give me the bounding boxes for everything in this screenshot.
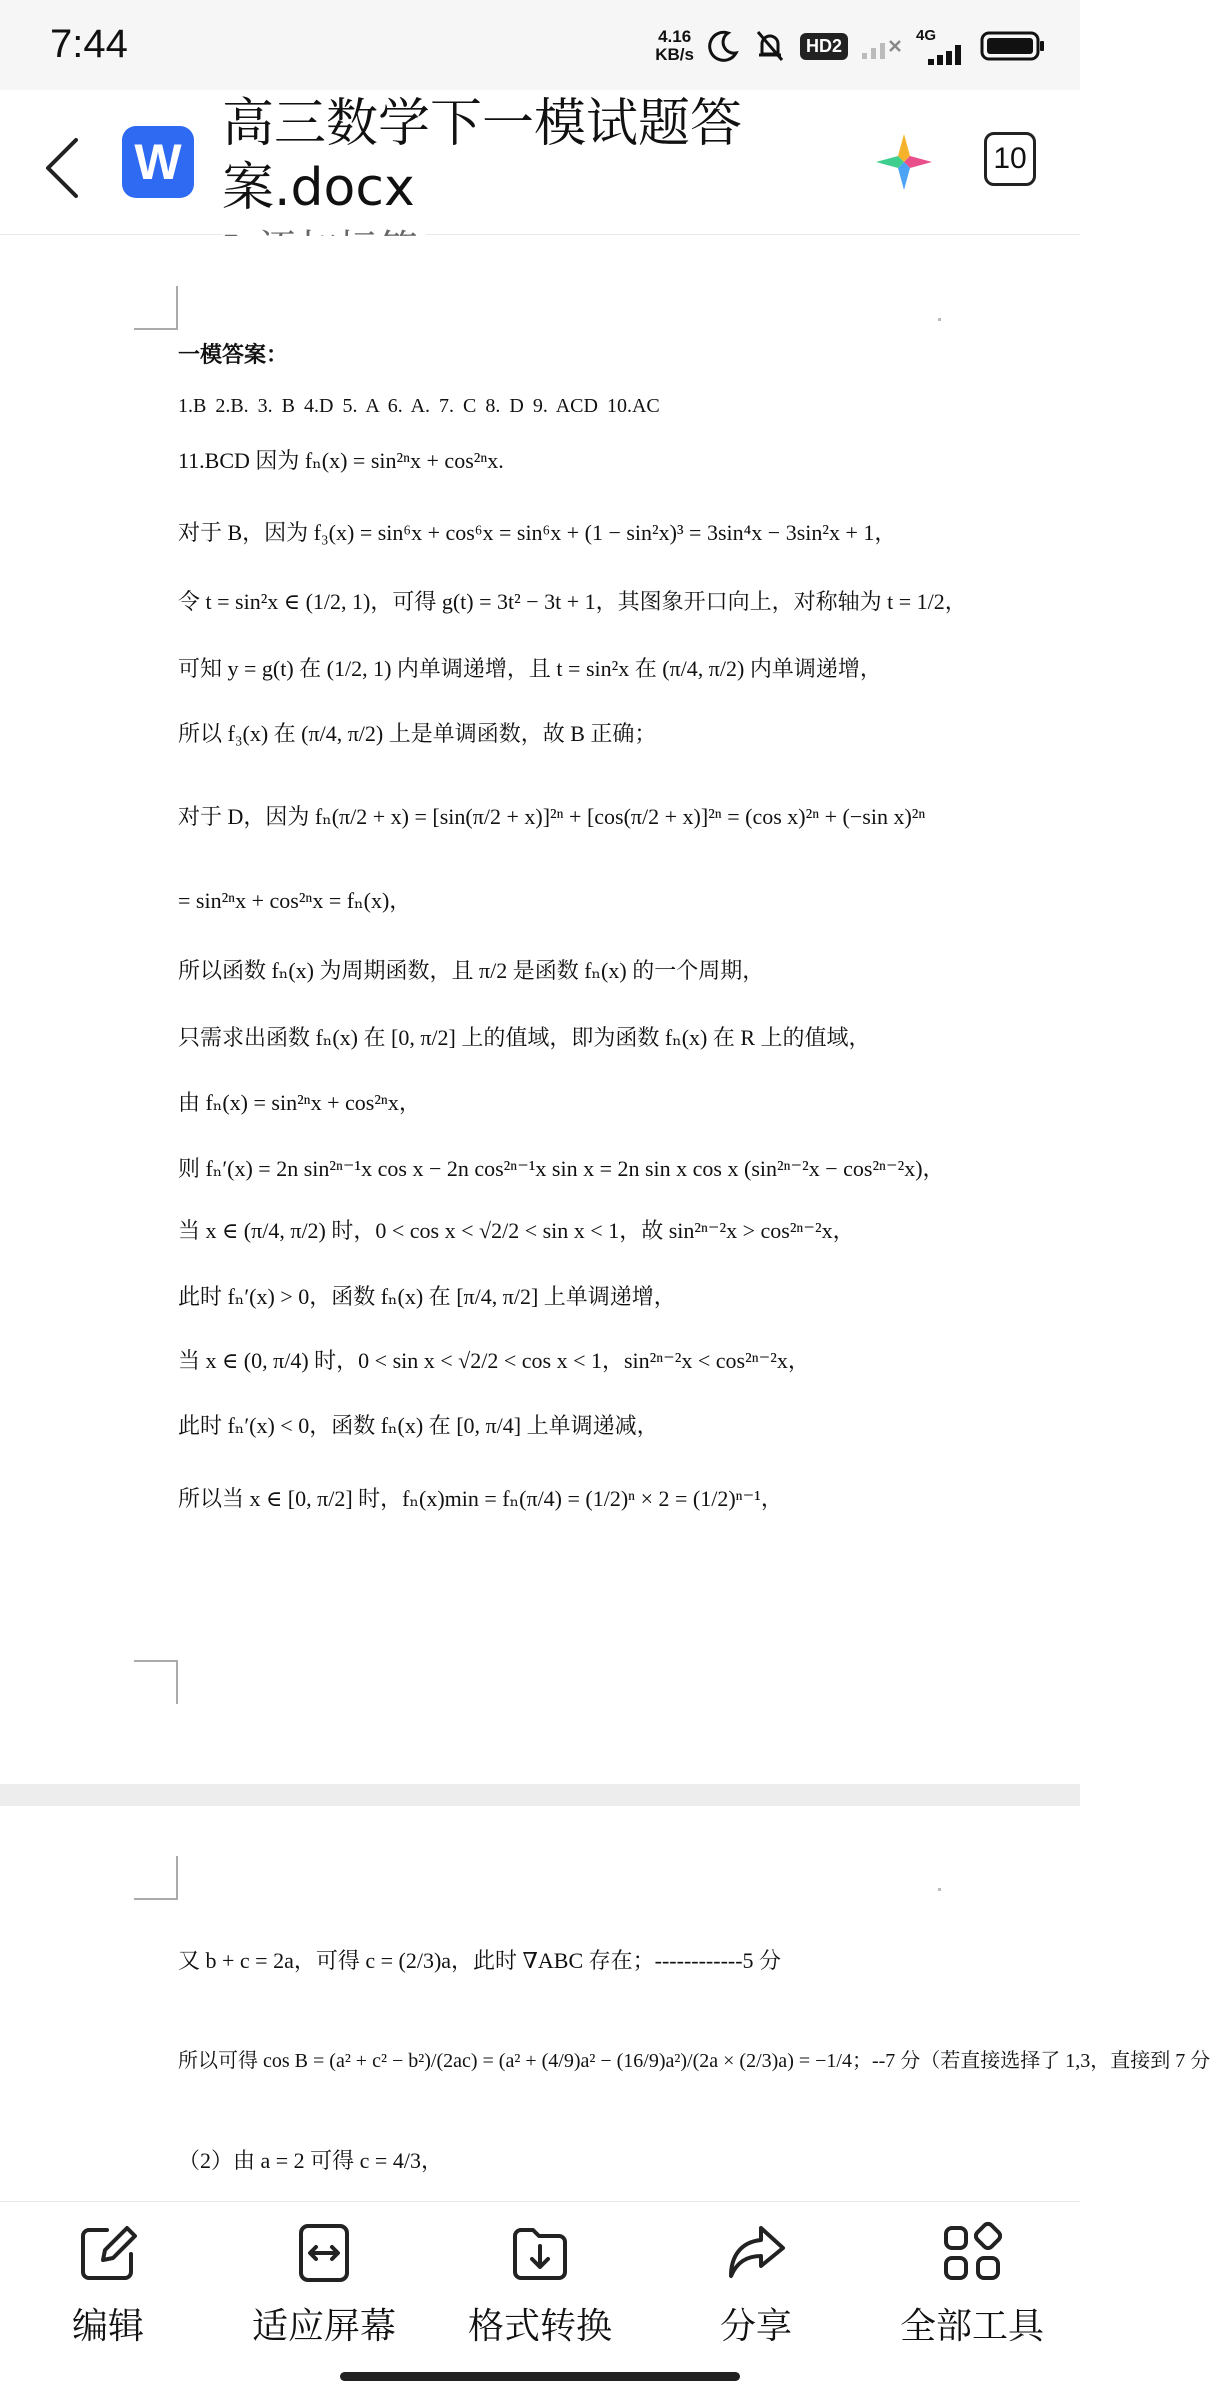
document-title: 高三数学下一模试题答案.docx	[222, 94, 743, 218]
document-header	[0, 90, 1080, 235]
network-speed-value: 4.16	[658, 27, 692, 46]
doc-line: 1.B 2.B. 3. B 4.D 5. A 6. A. 7. C 8. D 9. ACD 10.AC	[178, 395, 660, 417]
crop-mark-top-right	[938, 318, 941, 321]
doc-line: 11.BCD 因为 fₙ(x) = sin²ⁿx + cos²ⁿx.	[178, 448, 504, 473]
wps-logo	[122, 126, 194, 198]
crop-mark-top-right	[938, 1888, 941, 1891]
doc-line: 对于 B，因为 f₃(x) = sin⁶x + cos⁶x = sin⁶x + (1 − sin²x)³ = 3sin⁴x − 3sin²x + 1，	[178, 520, 897, 545]
document-viewer[interactable]	[0, 236, 1210, 2201]
edit-label: 编辑	[71, 2306, 144, 2347]
status-icons	[655, 24, 1046, 68]
doc-line: 此时 fₙ′(x) < 0，函数 fₙ(x) 在 [0, π/4] 上单调递减，	[178, 1413, 659, 1438]
share-label: 分享	[719, 2306, 792, 2347]
fit-screen-icon	[293, 2222, 355, 2284]
doc-line: 所以函数 fₙ(x) 为周期函数，且 π/2 是函数 fₙ(x) 的一个周期，	[178, 958, 765, 983]
doc-line: 可知 y = g(t) 在 (1/2, 1) 内单调递增，且 t = sin²x 在 (π/4, π/2) 内单调递增，	[178, 656, 882, 681]
fit-screen-button[interactable]	[224, 2222, 424, 2372]
all-tools-button[interactable]	[872, 2222, 1072, 2372]
page-count-button[interactable]	[984, 132, 1036, 186]
doc-line: 又 b + c = 2a，可得 c = (2/3)a，此时 ∇ABC 存在；------------5 分	[178, 1948, 782, 1973]
doc-line: 由 fₙ(x) = sin²ⁿx + cos²ⁿx，	[178, 1090, 421, 1115]
document-page-2	[0, 1806, 1210, 2226]
doc-line: 所以当 x ∈ [0, π/2] 时，fₙ(x)min = fₙ(π/4) = (1/2)ⁿ × 2 = (1/2)ⁿ⁻¹，	[178, 1486, 783, 1511]
moon-icon	[706, 29, 740, 63]
doc-line: = sin²ⁿx + cos²ⁿx = fₙ(x)，	[178, 888, 412, 913]
doc-line: 所以可得 cos B = (a² + c² − b²)/(2ac) = (a² + (4/9)a² − (16/9)a²)/(2a × (2/3)a) = −1/4；--7 分（若直接选择了 1,3，直接到 7 分	[178, 2050, 1210, 2072]
ai-assistant-icon[interactable]	[872, 130, 936, 194]
doc-line: 令 t = sin²x ∈ (1/2, 1)，可得 g(t) = 3t² − 3t + 1，其图象开口向上，对称轴为 t = 1/2，	[178, 589, 967, 614]
back-button[interactable]	[36, 128, 88, 208]
home-indicator[interactable]	[340, 2372, 740, 2381]
edit-icon	[77, 2222, 139, 2284]
signal-weak-icon	[860, 31, 904, 61]
mute-bell-icon	[752, 28, 788, 64]
page-separator	[0, 1784, 1080, 1806]
crop-mark-top-left	[134, 286, 178, 330]
doc-line: （2）由 a = 2 可得 c = 4/3，	[178, 2148, 443, 2173]
format-convert-label: 格式转换	[467, 2306, 612, 2347]
status-bar	[0, 0, 1080, 90]
document-page-1	[0, 236, 1080, 1784]
status-time: 7:44	[50, 22, 128, 66]
crop-mark-top-left	[134, 1856, 178, 1900]
signal-strong-icon	[916, 43, 968, 65]
battery-icon	[980, 30, 1046, 62]
network-speed-unit: KB/s	[655, 45, 694, 64]
doc-line: 此时 fₙ′(x) > 0，函数 fₙ(x) 在 [π/4, π/2] 上单调递增，	[178, 1284, 676, 1309]
share-button[interactable]	[656, 2222, 856, 2372]
all-tools-icon	[941, 2222, 1003, 2284]
doc-line: 所以 f₃(x) 在 (π/4, π/2) 上是单调函数，故 B 正确；	[178, 721, 657, 746]
share-icon	[725, 2222, 787, 2284]
answer-heading: 一模答案：	[178, 342, 289, 367]
fit-screen-label: 适应屏幕	[251, 2306, 396, 2347]
doc-line: 则 fₙ′(x) = 2n sin²ⁿ⁻¹x cos x − 2n cos²ⁿ⁻¹x sin x = 2n sin x cos x (sin²ⁿ⁻²x − cos²ⁿ⁻²x)，	[178, 1156, 945, 1181]
all-tools-label: 全部工具	[899, 2306, 1044, 2347]
doc-line: 当 x ∈ (0, π/4) 时，0 < sin x < √2/2 < cos x < 1，sin²ⁿ⁻²x < cos²ⁿ⁻²x，	[178, 1348, 810, 1373]
format-convert-button[interactable]	[440, 2222, 640, 2372]
doc-line: 对于 D，因为 fₙ(π/2 + x) = [sin(π/2 + x)]²ⁿ + [cos(π/2 + x)]²ⁿ = (cos x)²ⁿ + (−sin x)²ⁿ	[178, 804, 926, 829]
crop-mark-bottom-left	[134, 1660, 178, 1704]
doc-line: 当 x ∈ (π/4, π/2) 时，0 < cos x < √2/2 < sin x < 1，故 sin²ⁿ⁻²x > cos²ⁿ⁻²x，	[178, 1218, 855, 1243]
edit-button[interactable]	[8, 2222, 208, 2372]
chevron-left-icon	[42, 136, 82, 200]
network-speed	[655, 28, 694, 64]
page-count-value: 10	[993, 142, 1027, 175]
network-type-label: 4G	[916, 26, 937, 44]
wps-logo-letter: W	[134, 134, 182, 190]
network-type	[916, 28, 968, 65]
format-convert-icon	[509, 2222, 571, 2284]
doc-line: 只需求出函数 fₙ(x) 在 [0, π/2] 上的值域，即为函数 fₙ(x) 在 R 上的值域，	[178, 1025, 871, 1050]
bottom-toolbar	[0, 2201, 1080, 2400]
hd-badge: HD2	[800, 33, 848, 60]
